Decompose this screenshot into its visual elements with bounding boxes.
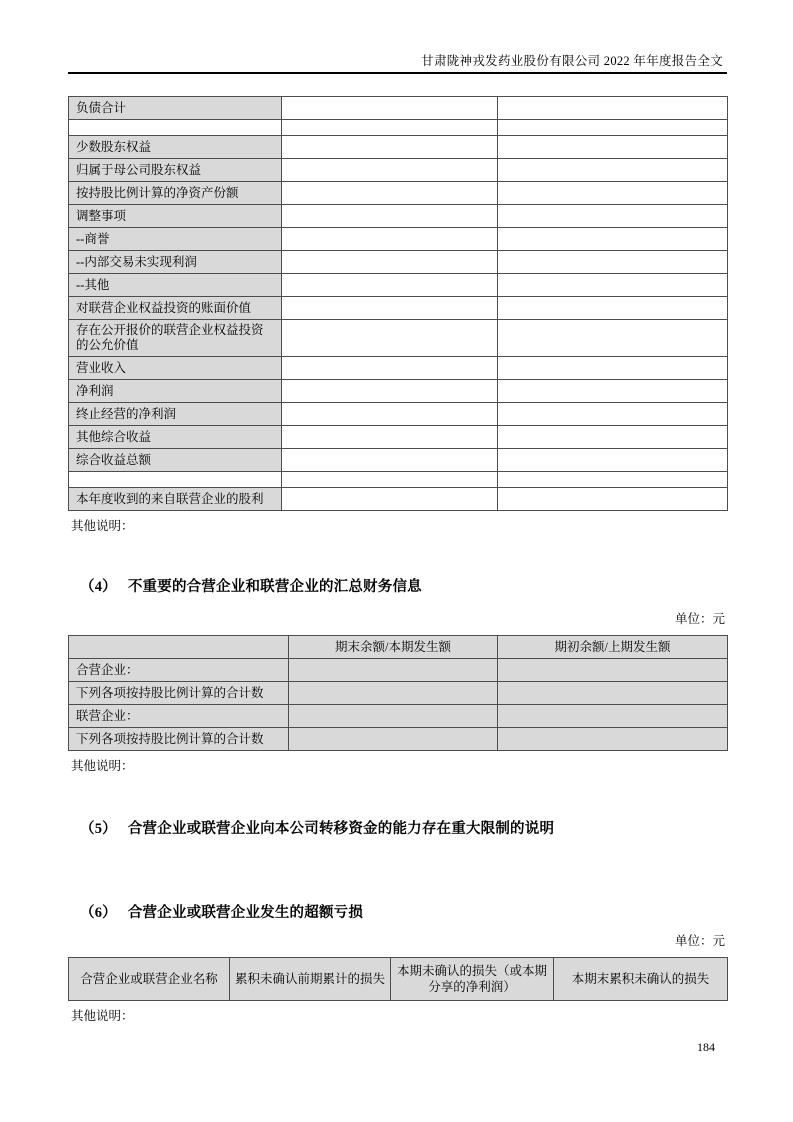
value-cell: [498, 205, 728, 228]
value-cell: [282, 449, 498, 472]
value-cell: [289, 728, 498, 751]
section-4-title: 不重要的合营企业和联营企业的汇总财务信息: [127, 579, 422, 595]
table-header-row: [69, 636, 728, 659]
value-cell: [498, 320, 728, 357]
table-row: [69, 297, 728, 320]
value-cell: [282, 182, 498, 205]
page-number: 184: [697, 1040, 715, 1054]
row-label: 下列各项按持股比例计算的合计数: [69, 728, 289, 751]
value-cell: [282, 274, 498, 297]
row-label: 净利润: [69, 380, 282, 403]
value-cell: [498, 97, 728, 120]
value-cell: [282, 426, 498, 449]
value-cell: [282, 120, 498, 136]
value-cell: [282, 380, 498, 403]
table-row: [69, 228, 728, 251]
table-row-empty: [69, 120, 728, 136]
row-label: 存在公开报价的联营企业权益投资的公允价值: [69, 320, 282, 357]
value-cell: [498, 182, 728, 205]
section-6-heading: [68, 904, 727, 922]
row-label: --商誉: [69, 228, 282, 251]
value-cell: [282, 403, 498, 426]
table-row: [69, 659, 728, 682]
table-row: [69, 728, 728, 751]
value-cell: [282, 357, 498, 380]
summary-financials-table-continued: [68, 96, 728, 511]
value-cell: [282, 205, 498, 228]
column-header: 合营企业或联营企业名称: [69, 958, 230, 1001]
row-label: --其他: [69, 274, 282, 297]
value-cell: [498, 705, 728, 728]
header-rule: [68, 72, 727, 74]
row-label: 本年度收到的来自联营企业的股利: [69, 488, 282, 511]
value-cell: [498, 297, 728, 320]
value-cell: [282, 251, 498, 274]
value-cell: [498, 274, 728, 297]
table-row: [69, 449, 728, 472]
table-row: [69, 705, 728, 728]
row-label: 调整事项: [69, 205, 282, 228]
immaterial-joint-ventures-table: [68, 635, 728, 751]
row-label: 联营企业：: [69, 705, 289, 728]
value-cell: [498, 357, 728, 380]
value-cell: [289, 659, 498, 682]
value-cell: [498, 136, 728, 159]
row-label: [69, 120, 282, 136]
row-label: 综合收益总额: [69, 449, 282, 472]
other-notes-label: 其他说明：: [71, 1009, 134, 1023]
excess-losses-table: [68, 957, 728, 1001]
row-label: 按持股比例计算的净资产份额: [69, 182, 282, 205]
column-header: 期初余额/上期发生额: [498, 636, 728, 659]
section-5-heading: [68, 820, 727, 838]
value-cell: [498, 488, 728, 511]
value-cell: [498, 472, 728, 488]
table-row: [69, 136, 728, 159]
row-label: [69, 472, 282, 488]
value-cell: [282, 159, 498, 182]
section-4-number: （4）: [80, 579, 117, 595]
value-cell: [498, 682, 728, 705]
value-cell: [498, 251, 728, 274]
row-label: 对联营企业权益投资的账面价值: [69, 297, 282, 320]
table-row: [69, 682, 728, 705]
table-row: [69, 251, 728, 274]
value-cell: [498, 228, 728, 251]
column-header: 本期未确认的损失（或本期分享的净利润）: [391, 958, 554, 1001]
value-cell: [498, 159, 728, 182]
page-content: [68, 0, 727, 1024]
table-row: [69, 380, 728, 403]
table-row: [69, 274, 728, 297]
column-header: 期末余额/本期发生额: [289, 636, 498, 659]
value-cell: [498, 728, 728, 751]
table-row: [69, 320, 728, 357]
other-notes-label: 其他说明：: [71, 519, 134, 533]
value-cell: [498, 380, 728, 403]
section-4-heading: [68, 578, 727, 596]
section-6-title: 合营企业或联营企业发生的超额亏损: [127, 905, 364, 921]
value-cell: [282, 136, 498, 159]
table-row: [69, 159, 728, 182]
value-cell: [498, 659, 728, 682]
table-row: [69, 488, 728, 511]
column-header: [69, 636, 289, 659]
value-cell: [282, 228, 498, 251]
row-label: --内部交易未实现利润: [69, 251, 282, 274]
value-cell: [282, 297, 498, 320]
row-label: 下列各项按持股比例计算的合计数: [69, 682, 289, 705]
value-cell: [498, 449, 728, 472]
table-row: [69, 205, 728, 228]
value-cell: [282, 472, 498, 488]
column-header: 本期末累积未确认的损失: [554, 958, 728, 1001]
value-cell: [289, 682, 498, 705]
value-cell: [498, 120, 728, 136]
table-row: [69, 403, 728, 426]
value-cell: [498, 426, 728, 449]
table-row-empty: [69, 472, 728, 488]
unit-label: 单位：元: [674, 612, 725, 626]
table-row: [69, 182, 728, 205]
value-cell: [282, 488, 498, 511]
row-label: 少数股东权益: [69, 136, 282, 159]
row-label: 终止经营的净利润: [69, 403, 282, 426]
section-5-number: （5）: [80, 821, 117, 837]
table-row: [69, 357, 728, 380]
row-label: 营业收入: [69, 357, 282, 380]
document-header-title: 甘肃陇神戎发药业股份有限公司 2022 年年度报告全文: [421, 54, 723, 68]
value-cell: [282, 320, 498, 357]
unit-label: 单位：元: [674, 934, 725, 948]
table-row: [69, 426, 728, 449]
value-cell: [282, 97, 498, 120]
row-label: 其他综合收益: [69, 426, 282, 449]
table-row: [69, 97, 728, 120]
column-header: 累积未确认前期累计的损失: [230, 958, 391, 1001]
table-header-row: [69, 958, 728, 1001]
other-notes-label: 其他说明：: [71, 759, 134, 773]
section-5-title: 合营企业或联营企业向本公司转移资金的能力存在重大限制的说明: [127, 821, 555, 837]
value-cell: [498, 403, 728, 426]
row-label: 合营企业：: [69, 659, 289, 682]
section-6-number: （6）: [80, 905, 117, 921]
row-label: 负债合计: [69, 97, 282, 120]
row-label: 归属于母公司股东权益: [69, 159, 282, 182]
value-cell: [289, 705, 498, 728]
